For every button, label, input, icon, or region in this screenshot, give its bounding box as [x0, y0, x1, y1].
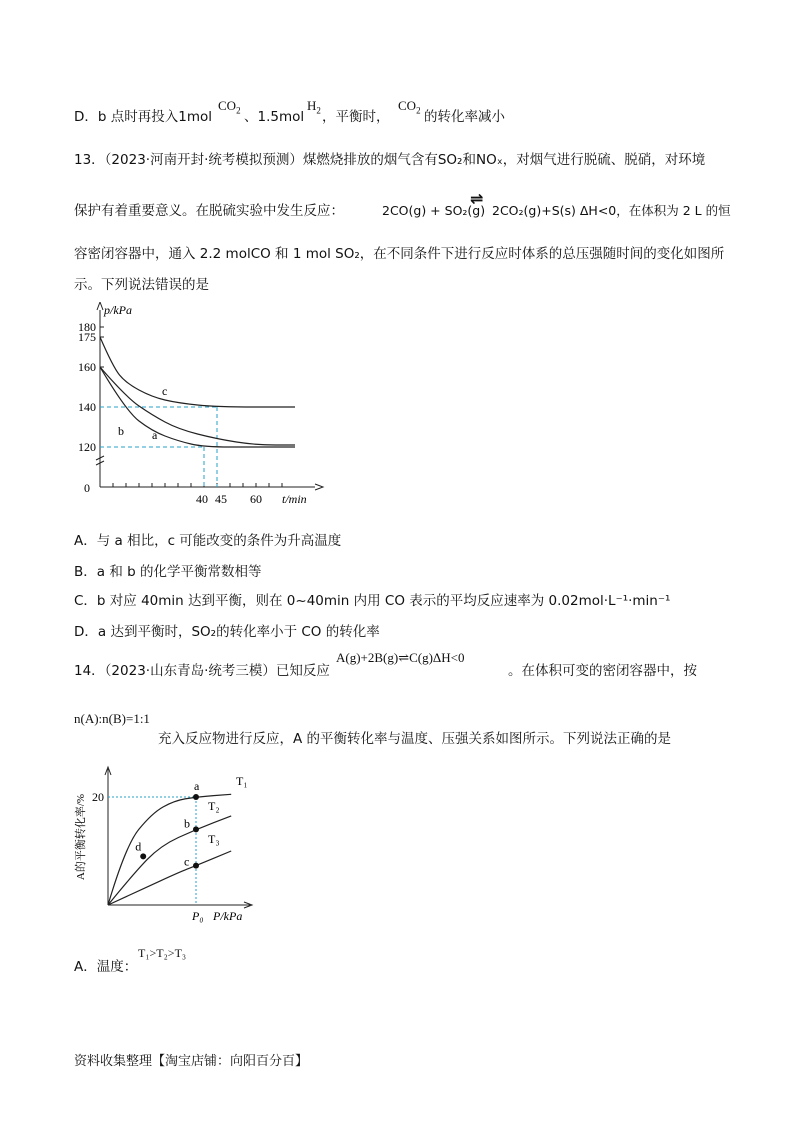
point-label-d: d: [135, 839, 142, 854]
q14-ratio: n(A):n(B)=1:1: [74, 711, 150, 726]
q14-intro-b: 。在体积可变的密闭容器中，按: [508, 663, 697, 679]
q14-option-a-label: A．温度：: [74, 959, 138, 975]
point-label-c: c: [184, 854, 190, 869]
x-tick-label-60: 60: [250, 492, 262, 506]
curve-T₂: [108, 816, 231, 905]
q12-tail: 的转化率减小: [424, 109, 505, 125]
y-tick-label: 175: [78, 330, 96, 344]
y-axis-label: p/kPa: [104, 303, 132, 317]
y-axis-label: A的平衡转化率/%: [75, 793, 87, 881]
x-tick-label-45: 45: [215, 492, 227, 506]
co2-formula-2: $CO_2$: [398, 98, 421, 116]
q14-intro-a: 14．（2023·山东青岛·统考三模）已知反应: [74, 663, 330, 679]
q12-option-d-label: D．b 点时再投入1mol: [74, 109, 213, 125]
q13-option-d: D．a 达到平衡时，SO₂的转化率小于 CO 的转化率: [74, 624, 380, 640]
q13-option-b: B．a 和 b 的化学平衡常数相等: [74, 564, 262, 580]
q13-intro-line-3: 容密闭容器中，通入 2.2 molCO 和 1 mol SO₂，在不同条件下进行反应时体系的总压强随时间的变化如图所: [74, 246, 725, 262]
y-tick-label: 180: [78, 320, 96, 334]
q14-intro-c: 充入反应物进行反应，A 的平衡转化率与温度、压强关系如图所示。下列说法正确的是: [158, 731, 672, 747]
point-d: [140, 853, 146, 859]
h2-formula: $H_2$: [307, 98, 321, 116]
y-tick-label: 120: [78, 440, 96, 454]
q13-eq-right: 2CO₂(g)+S(s) ΔH<0，在体积为 2 L 的恒: [492, 203, 731, 218]
pressure-time-chart: [70, 302, 330, 507]
y-axis-arrow-icon: [97, 302, 103, 310]
q14-equation: A(g)+2B(g)⇌C(g)ΔH<0: [336, 650, 465, 665]
curve-T₃: [108, 851, 231, 905]
curve-label: T₁: [236, 774, 248, 788]
series-label-b: b: [118, 424, 124, 438]
x-axis-arrow-icon: [315, 484, 323, 490]
series-label-a: a: [152, 428, 158, 442]
conversion-pressure-chart: [70, 765, 270, 925]
q13-intro-line-4: 示。下列说法错误的是: [74, 277, 209, 293]
curve-label: T₃: [208, 832, 220, 846]
x-tick-label-40: 40: [196, 492, 208, 506]
q13-eq-left: 2CO(g) + SO₂(g): [382, 203, 486, 218]
x-axis-label: P/kPa: [213, 909, 243, 923]
equilibrium-arrow-icon: ⇌: [470, 189, 484, 208]
q12-option-d: [74, 108, 212, 126]
y-tick-label-zero: 0: [84, 481, 90, 495]
point-a: [193, 794, 199, 800]
q14-option-a-eq: T₁>T₂>T₃: [138, 946, 187, 960]
point-label-b: b: [184, 816, 190, 831]
co2-formula-1: $CO_2$: [218, 98, 241, 116]
q12-balance: ，平衡时，: [322, 109, 390, 125]
q13-option-c: C．b 对应 40min 达到平衡，则在 0~40min 内用 CO 表示的平均反应速率为 0.02mol·L⁻¹·min⁻¹: [74, 593, 671, 609]
q13-intro-line-2: [74, 202, 344, 220]
x-tick-label-p0: P₀: [192, 909, 204, 923]
q13-intro-2a: 保护有着重要意义。在脱硫实验中发生反应：: [74, 203, 344, 219]
point-b: [193, 826, 199, 832]
y-tick-label: 140: [78, 400, 96, 414]
y-tick-label: 160: [78, 360, 96, 374]
footer-source: 资料收集整理【淘宝店铺：向阳百分百】: [74, 1054, 309, 1069]
series-line-c: [100, 337, 295, 407]
q12-sep: 、1.5mol: [244, 109, 305, 125]
y-tick-label-20: 20: [92, 790, 104, 804]
q13-intro-line-1: 13．（2023·河南开封·统考模拟预测）煤燃烧排放的烟气含有SO₂和NOₓ，对烟气进行脱硫、脱硝，对环境: [74, 152, 706, 168]
point-label-a: a: [194, 779, 200, 793]
q13-option-a: A．与 a 相比，c 可能改变的条件为升高温度: [74, 533, 342, 549]
curve-label: T₂: [208, 799, 220, 813]
point-c: [193, 863, 199, 869]
x-axis-label: t/min: [282, 492, 307, 506]
series-line-a: [100, 367, 295, 445]
series-label-c: c: [162, 384, 168, 398]
